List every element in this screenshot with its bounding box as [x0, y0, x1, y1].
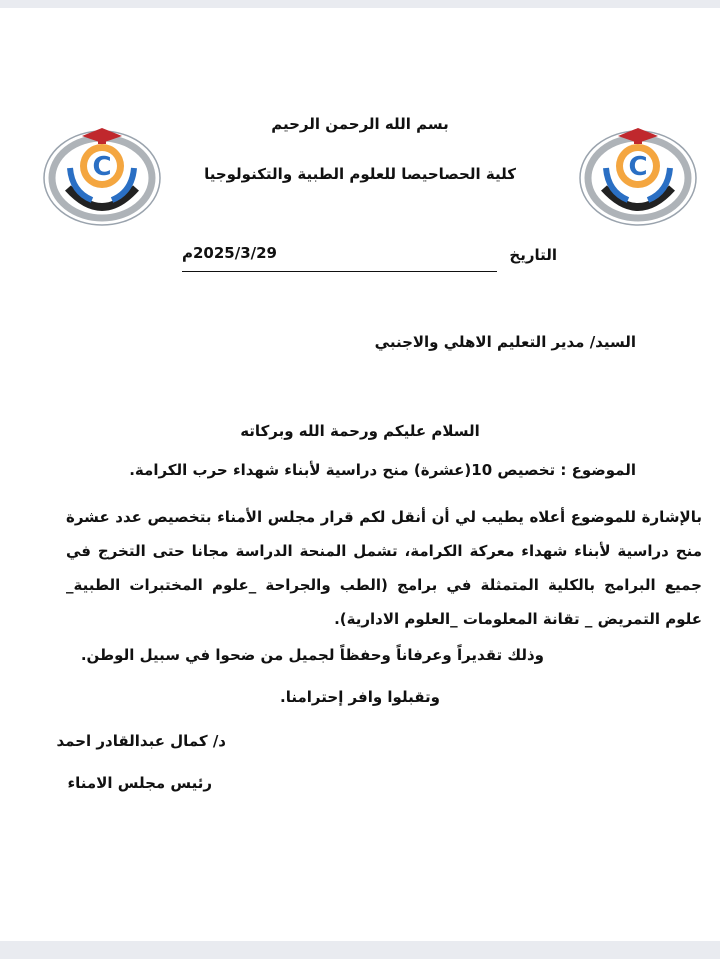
subject-line: الموضوع : تخصيص 10(عشرة) منح دراسية لأبناء شهداء حرب الكرامة. — [129, 461, 636, 479]
logo-letter: C — [628, 152, 648, 182]
date-value: 2025/3/29م — [181, 244, 277, 262]
date-underline — [182, 263, 497, 272]
date-label: التاريخ — [509, 246, 557, 264]
signatory-title: رئيس مجلس الامناء — [67, 774, 212, 792]
closing-thanks: وذلك تقديراً وعرفاناً وحفظاً لجميل من ضحوا في سبيل الوطن. — [80, 646, 544, 664]
greeting: السلام عليكم ورحمة الله وبركاته — [240, 422, 480, 440]
basmala: بسم الله الرحمن الرحيم — [271, 115, 449, 133]
body-paragraph: بالإشارة للموضوع أعلاه يطيب لي أن أنقل لكم قرار مجلس الأمناء بتخصيص عدد عشرة منح دراسية لأبناء شهداء معركة الكرامة، تشمل المنحة الدراسة مجانا حتى التخرج في جميع البرامج بالكلية المتمثلة في برامج (الطب والجراحة _علوم المختبرات الطبية_ علوم التمريض _ تقانة المعلومات _العلوم الادارية). — [66, 508, 702, 628]
logo-letter: C — [92, 152, 112, 182]
addressee: السيد/ مدير التعليم الاهلي والاجنبي — [374, 333, 636, 351]
closing-regards: وتقبلوا وافر إحترامنا. — [280, 688, 440, 706]
college-name: كلية الحصاحيصا للعلوم الطبية والتكنولوجيا — [204, 165, 516, 183]
letter-page — [0, 8, 720, 941]
signatory-name: د/ كمال عبدالقادر احمد — [56, 732, 226, 750]
